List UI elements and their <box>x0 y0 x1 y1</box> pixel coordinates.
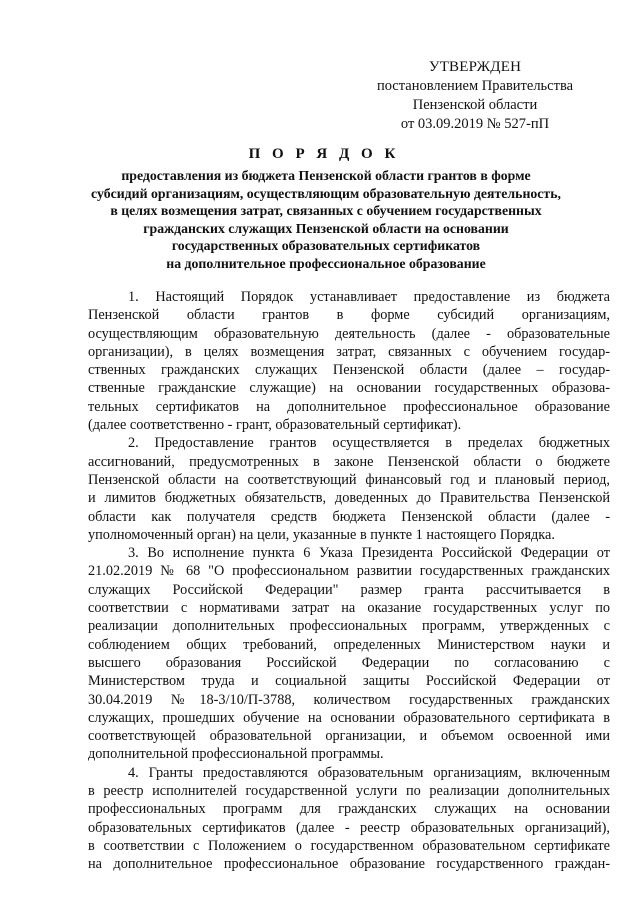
text-line: 2. Предоставление грантов осуществляется в пределах бюджетных <box>128 435 610 452</box>
text-line: ассигнований, предусмотренных в законе Пензенской области о бюджете <box>88 453 610 470</box>
paragraph-2 <box>88 434 610 544</box>
approval-line-1: постановлением Правительства <box>376 78 574 94</box>
text-line: и лимитов бюджетных обязательств, доведенных до Правительства Пензенской <box>88 490 610 507</box>
subtitle-line: гражданских служащих Пензенской области на основании <box>143 220 509 236</box>
subtitle-line: предоставления из бюджета Пензенской области грантов в форме <box>121 168 531 183</box>
text-line: реализации дополнительных профессиональных программ, утвержденных с <box>88 618 610 635</box>
text-line: (далее соответственно - грант, образовательный сертификат). <box>88 417 462 434</box>
document-title: П О Р Я Д О К <box>248 146 400 162</box>
text-line: служащих Российской Федерации" размер гранта рассчитывается в <box>88 581 610 598</box>
text-line: организации), в целях возмещения затрат, связанных с обучением государ- <box>88 343 610 360</box>
text-line: высшего образования Российской Федерации по согласованию с <box>88 654 610 671</box>
text-line: тельных сертификатов на дополнительное профессиональное образование <box>88 398 610 415</box>
text-line: соответствующей образовательной организации, и объемом освоенной ими <box>88 728 610 745</box>
text-line: 21.02.2019 № 68 "О профессиональном развитии государственных гражданских <box>88 563 610 580</box>
subtitle-line: в целях возмещения затрат, связанных с обучением государственных <box>110 203 542 219</box>
approval-stamp <box>360 58 590 134</box>
subtitle-line: субсидий организациям, осуществляющим образовательную деятельность, <box>91 185 561 201</box>
text-line: профессиональных программ для гражданских служащих на основании <box>88 801 610 818</box>
text-line: области как получателя средств бюджета Пензенской области (далее - <box>88 508 610 525</box>
document-subtitle <box>84 167 568 273</box>
text-line: на дополнительное профессиональное образование государственного граждан- <box>88 856 610 873</box>
approval-line-3: от 03.09.2019 № 527-пП <box>400 116 550 132</box>
text-line: служащих, прошедших обучение на основании образовательного сертификата в <box>88 709 610 726</box>
paragraph-4 <box>88 764 610 874</box>
paragraph-3 <box>88 544 610 764</box>
approval-line-2: Пензенской области <box>412 97 538 113</box>
subtitle-line: на дополнительное профессиональное образование <box>166 255 486 271</box>
text-line: образовательных сертификатов (далее - реестр образовательных организаций), <box>88 819 610 836</box>
paragraph-1 <box>88 288 610 434</box>
text-line: в реестр исполнителей государственной услуги по реализации дополнительных <box>88 783 610 800</box>
text-line: дополнительной профессиональной программы. <box>88 746 384 763</box>
text-line: уполномоченный орган) на цели, указанные в пункте 1 настоящего Порядка. <box>88 526 555 543</box>
text-line: соблюдением общих требований, определенных Министерством науки и <box>88 636 610 653</box>
text-line: ственных гражданских служащих Пензенской области (далее – государ- <box>88 362 610 379</box>
text-line: Пензенской области грантов в форме субсидий организациям, <box>88 307 610 324</box>
subtitle-line: государственных образовательных сертификатов <box>171 238 481 254</box>
text-line: 30.04.2019 №18-3/10/П-3788, количеством государственных гражданских <box>88 691 610 708</box>
text-line: 4. Гранты предоставляются образовательным организациям, включенным <box>128 764 610 781</box>
approval-heading: УТВЕРЖДЕН <box>428 59 522 75</box>
text-line: в соответствии с Положением о государственном образовательном сертификате <box>88 837 610 854</box>
document-body <box>88 288 610 874</box>
text-line: Министерством труда и социальной защиты Российской Федерации от <box>88 673 610 690</box>
text-line: осуществляющим образовательную деятельность (далее - образовательные <box>88 325 610 342</box>
text-line: Пензенской области на соответствующий финансовый год и плановый период, <box>88 471 610 488</box>
text-line: 3. Во исполнение пункта 6 Указа Президента Российской Федерации от <box>128 545 610 562</box>
text-line: соответствии с нормативами затрат на оказание государственных услуг по <box>88 600 610 617</box>
text-line: ственные гражданские служащие) на основании государственных образова- <box>88 380 610 397</box>
text-line: 1. Настоящий Порядок устанавливает предоставление из бюджета <box>128 289 610 305</box>
